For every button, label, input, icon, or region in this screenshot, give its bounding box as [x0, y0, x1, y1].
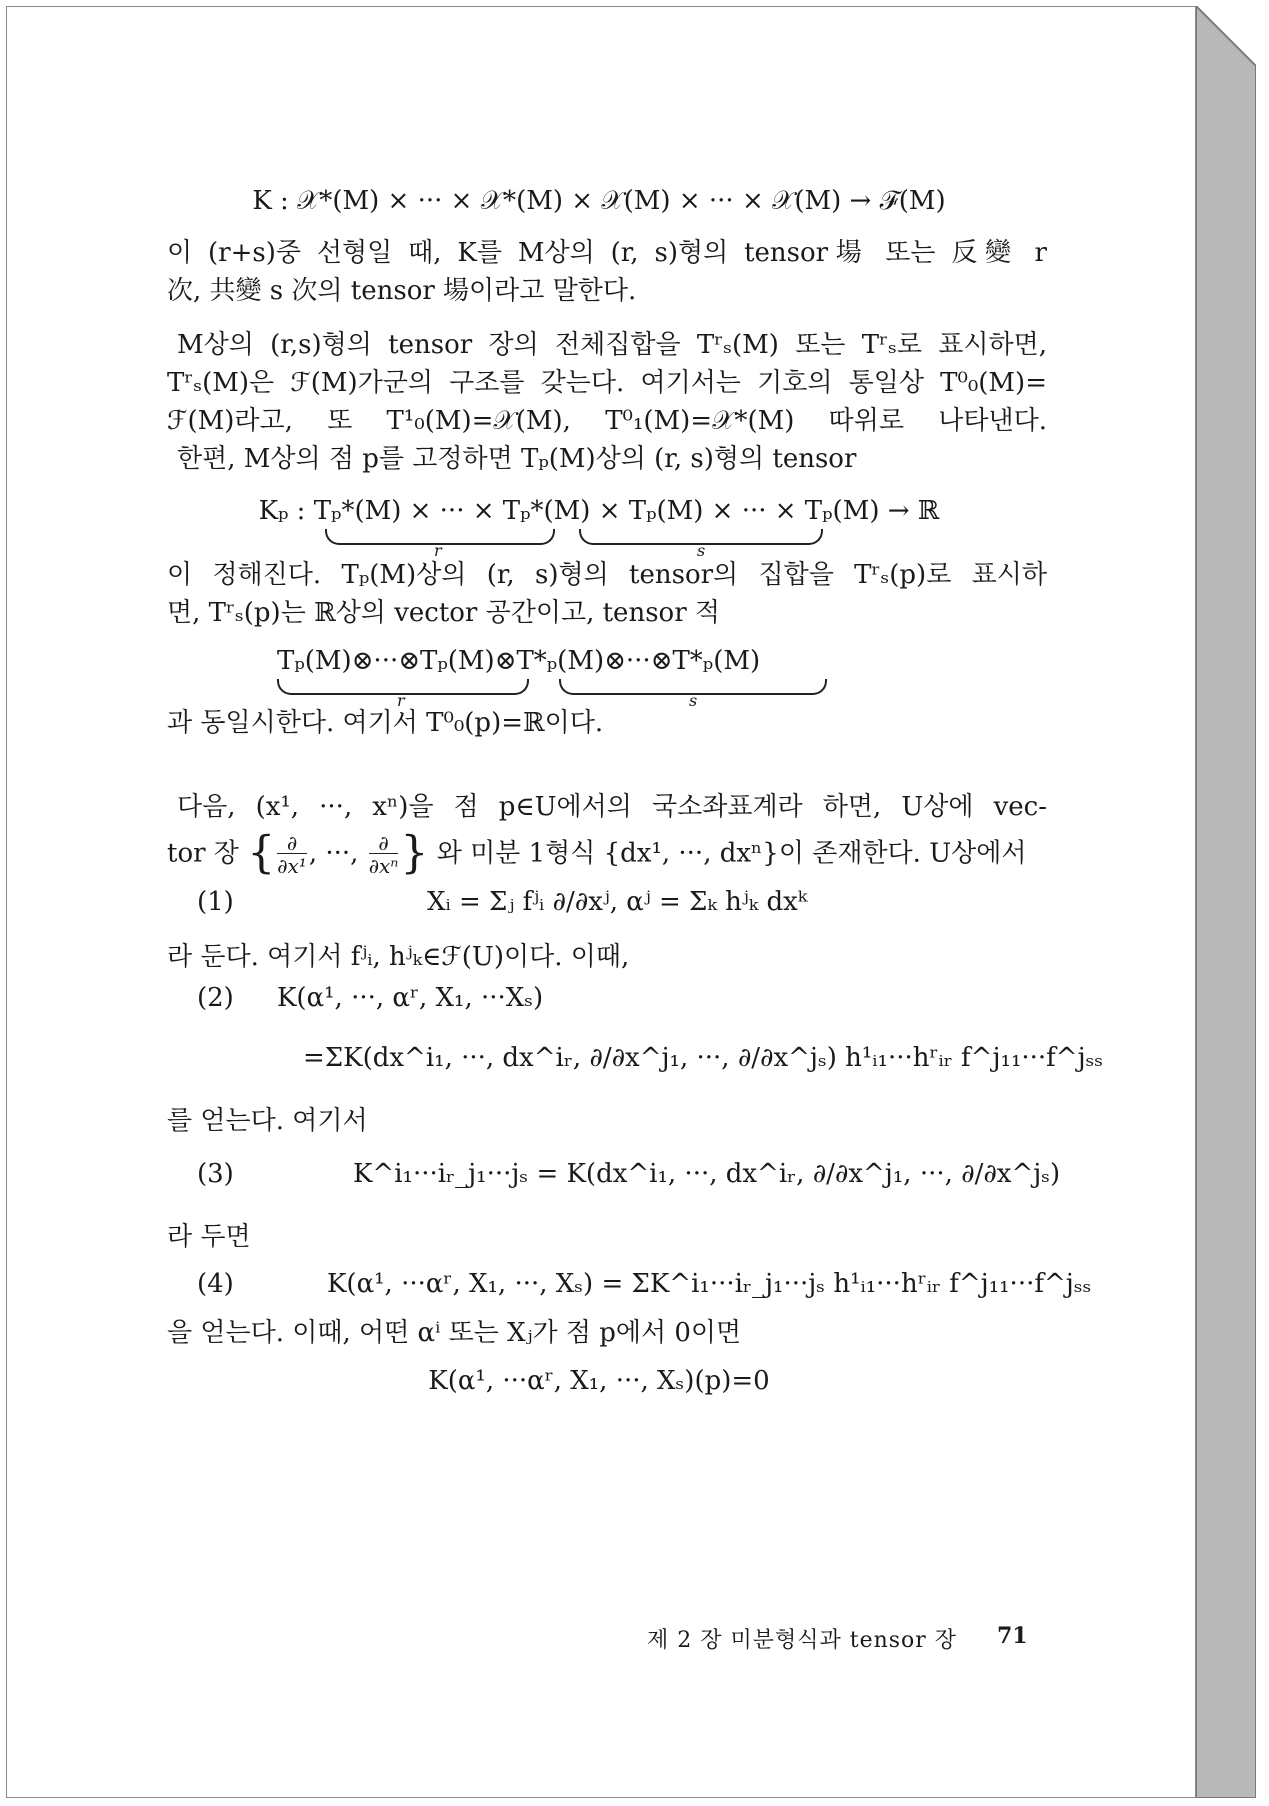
text-line: 이 정해진다. Tₚ(M)상의 (r, s)형의 tensor의 집합을 Tʳₛ(p)로 표시하 [167, 560, 1047, 590]
formula-kp-map: Kₚ : Tₚ*(M) × ··· × Tₚ*(M) × Tₚ(M) × ··· × Tₚ(M) → ℝ [258, 496, 940, 526]
text-line: 면, Tʳₛ(p)는 ℝ상의 vector 공간이고, tensor 적 [167, 598, 720, 628]
formula-k-map: K : 𝒳*(M) × ··· × 𝒳*(M) × 𝒳(M) × ··· × 𝒳(M) → ℱ(M) [252, 186, 946, 216]
equation-number: (3) [197, 1159, 234, 1189]
text-line: 라 둔다. 여기서 fʲᵢ, hʲₖ∈ℱ(U)이다. 이때, [167, 942, 630, 972]
text-line: 를 얻는다. 여기서 [167, 1106, 368, 1136]
text-line: 을 얻는다. 이때, 어떤 αⁱ 또는 Xⱼ가 점 p에서 0이면 [167, 1318, 742, 1348]
text-line: ℱ(M)라고, 또 T¹₀(M)=𝒳(M), T⁰₁(M)=𝒳*(M) 따위로 나타낸다. [167, 406, 1047, 436]
text-line-vector-field: tor 장 { $\frac{\partial}{\text{∂x¹}}$ , ···, $\frac{\partial}{\text{∂xⁿ}}$ } 와 미분 1형식 {dx¹, ···, dxⁿ}이 존재한다. U상에서 [167, 827, 1027, 879]
text-fragment: tor 장 [167, 838, 239, 869]
formula-tensor-product: Tₚ(M)⊗···⊗Tₚ(M)⊗T*ₚ(M)⊗···⊗T*ₚ(M) [277, 646, 761, 676]
text-line: M상의 (r,s)형의 tensor 장의 전체집합을 Tʳₛ(M) 또는 Tʳₛ로 표시하면, [177, 330, 1047, 360]
denominator: ∂xⁿ [368, 854, 399, 878]
denominator: ∂x¹ [277, 854, 307, 878]
left-brace: { [247, 827, 276, 879]
text-line: 다음, (x¹, ···, xⁿ)을 점 p∈U에서의 국소좌표계라 하면, U상에 vec- [177, 792, 1047, 822]
running-footer: 제 2 장 미분형식과 tensor 장 [647, 1628, 958, 1653]
right-brace: } [400, 827, 429, 879]
formula-2b: =ΣK(dx^i₁, ···, dx^iᵣ, ∂/∂x^j₁, ···, ∂/∂x^jₛ) h¹ᵢ₁···hʳᵢᵣ f^j₁₁···f^jₛₛ [303, 1043, 1104, 1073]
text-line: 한편, M상의 점 p를 고정하면 Tₚ(M)상의 (r, s)형의 tensor [177, 444, 857, 474]
numerator: ∂ [286, 831, 298, 855]
text-line: 이 (r+s)중 선형일 때, K를 M상의 (r, s)형의 tensor場 또는 反變 r [167, 238, 1047, 268]
underbrace-label-s: s [689, 691, 698, 710]
equation-number: (2) [197, 983, 234, 1013]
underbrace-label-r: r [434, 541, 442, 560]
underbrace-label-r: r [397, 691, 405, 710]
formula-1: Xᵢ = Σⱼ fʲᵢ ∂/∂xʲ, αʲ = Σₖ hʲₖ dxᵏ [427, 887, 808, 917]
formula-final: K(α¹, ···αʳ, X₁, ···, Xₛ)(p)=0 [428, 1366, 770, 1396]
equation-number: (1) [197, 887, 234, 917]
underbrace-label-s: s [697, 541, 706, 560]
formula-3: K^i₁···iᵣ_j₁···jₛ = K(dx^i₁, ···, dx^iᵣ, ∂/∂x^j₁, ···, ∂/∂x^jₛ) [353, 1159, 1061, 1189]
text-line: 次, 共變 s 次의 tensor 場이라고 말한다. [167, 276, 637, 306]
fraction [369, 833, 399, 876]
fraction [277, 833, 307, 876]
text-fragment: 와 미분 1형식 {dx¹, ···, dxⁿ}이 존재한다. U상에서 [436, 838, 1027, 869]
book-page [6, 6, 1196, 1798]
book-spine-edge [1196, 6, 1256, 1798]
text-line: 과 동일시한다. 여기서 T⁰₀(p)=ℝ이다. [167, 708, 604, 738]
formula-4: K(α¹, ···αʳ, X₁, ···, Xₛ) = ΣK^i₁···iᵣ_j₁···jₛ h¹ᵢ₁···hʳᵢᵣ f^j₁₁···f^jₛₛ [327, 1269, 1092, 1299]
formula-2a: K(α¹, ···, αʳ, X₁, ···Xₛ) [277, 983, 544, 1013]
page-number: 71 [997, 1623, 1028, 1649]
numerator: ∂ [378, 831, 389, 855]
text-line: 라 두면 [167, 1222, 251, 1252]
equation-number: (4) [197, 1269, 234, 1299]
text-line: Tʳₛ(M)은 ℱ(M)가군의 구조를 갖는다. 여기서는 기호의 통일상 T⁰₀(M)= [167, 368, 1047, 398]
